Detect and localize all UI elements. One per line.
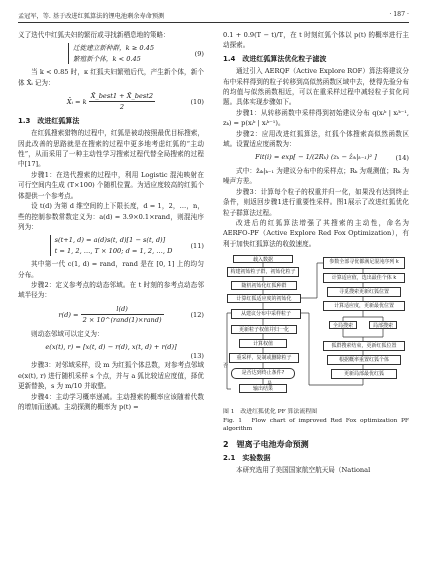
running-header — [18, 10, 409, 23]
eq11-line1: s(t+1, d) = a(d)s(t, d)[1 − s(t, d)] — [54, 236, 166, 245]
eq14-body: Fit(i) = exp[ − 1/(2Rₖ) (zₖ − ẑᵢₖ|ₖ₋₁)² ] — [255, 153, 377, 162]
section-heading: 1.3 改进红狐算法 — [18, 116, 80, 125]
flow-right-search-end: 狐群搜索结束，更新红狐位置 — [323, 341, 405, 351]
eq10-fraction — [89, 91, 155, 113]
flow-step-resample: 重采样，复制或删除粒子 — [229, 353, 299, 363]
flow-step-output: 输出结果 — [239, 384, 287, 393]
eq10-numerator: X̄_best1 + X̄_best2 — [89, 91, 155, 102]
equation-brace — [50, 235, 173, 256]
eq9-line2: 繁殖新个体，k < 0.45 — [72, 54, 141, 63]
flow-right-search-update: 寻觅搜索更新红狐位置 — [327, 287, 401, 297]
paragraph: 式中：ẑᵢₖ|ₖ₋₁ 为建议分布中的采样点；Rₖ 为观测值；Rₖ 为噪声方差。 — [223, 166, 409, 186]
equation-10 — [18, 91, 204, 113]
paragraph: 步骤4：主动学习概率递减。主动搜索的概率应该随着代数的增加而递减。主动探测的概率为 p(t) = — [18, 392, 204, 411]
flow-step-sample-particles: 从建议分布中采样粒子 — [231, 309, 301, 319]
flow-right-reset-fox: 根据概率重置红狐个体 — [327, 355, 401, 365]
flow-label-yes: 是 — [267, 381, 273, 388]
equation-number: (11) — [190, 241, 204, 250]
paragraph: 步骤2：应用改进红狐算法，红狐个体搜索高似然函数区域。设置适应度函数为： — [223, 129, 409, 149]
equation-12 — [18, 304, 204, 326]
equation-number: (14) — [395, 153, 409, 162]
eq9-line1: 迁徙建立新种群，k ≥ 0.45 — [72, 44, 155, 53]
flowchart-figure — [223, 253, 409, 405]
equation-number: (13) — [190, 351, 204, 360]
paragraph: 当 k < 0.85 时，κ 红狐夫妇繁殖后代，产生新个体，新个体 X̄ᵢ 记为： — [18, 68, 204, 87]
equation-9 — [18, 43, 204, 64]
eq13-body: e(x(t), r) = [x(t, d) − r(d), x(t, d) + r(d)] — [45, 342, 177, 351]
left-column — [18, 30, 204, 412]
flow-right-local-search: 局部搜索 — [369, 321, 397, 329]
equation-number: (9) — [194, 49, 204, 58]
flow-step-init-particles: 构建初始粒子群，初始化粒子 — [227, 267, 299, 277]
paragraph: 步骤3：对邻域采样，设 m 为红狐个体总数，对参考点邻域 e(x(t), r) 进行随机采样 s 个点，并与 a 狐比较适应度值，择优更新替换，s 为 m/10 并取整。 — [18, 361, 204, 391]
paragraph: 步骤1：从转移函数中采样得到初始建议分布 q(xᵢᵏ | xᵢᵏ⁻¹, zₖ) = p(xᵢᵏ | xᵢᵏ⁻¹)。 — [223, 108, 409, 128]
flow-step-init-fitness: 计算红狐适应度的初始化 — [227, 294, 301, 303]
paragraph: 则动态邻域可以定义为： — [31, 329, 104, 338]
equation-number: (10) — [190, 97, 204, 106]
equation-11 — [18, 235, 204, 256]
paragraph: 在红狐搜索猎物的过程中，红狐是被动按照最优目标搜索，因此改善的思路就是在搜索的过程中更多地考虑红狐的“主动性”，从而采用了一种主动性学习搜索过程代替全局搜索的过程中[17]。 — [18, 129, 204, 169]
equation-brace — [68, 43, 154, 64]
equation-number: (12) — [190, 310, 204, 319]
flow-right-select-best: 计算适应值，选出最佳个体 k — [323, 273, 405, 283]
equation-14 — [223, 152, 409, 162]
subsection-heading: 2.1 实验数据 — [223, 454, 271, 463]
flow-step-compute-weights: 计算权值 — [239, 339, 287, 348]
equation-13 — [18, 342, 204, 360]
eq12-denominator: 2 × 10^(rand(1)×rand) — [82, 316, 162, 325]
flow-decision-terminate: 是否达到终止条件? — [231, 368, 295, 379]
flow-step-init-foxes: 随机初始化红狐种群 — [231, 281, 297, 290]
eq12-numerator: l(d) — [81, 304, 164, 315]
paragraph: 义了迭代中红狐夫妇的繁衍或寻找新栖息地的策略： — [18, 31, 170, 39]
paragraph: 步骤1：在迭代搜索的过程中，利用 Logistic 混沌映射在可行空间内生成 (T×100) 个随机位置。为适应度较高的红狐个体提供一个参考点。 — [18, 170, 204, 200]
section-heading: 1.4 改进红狐算法优化粒子滤波 — [223, 54, 327, 63]
paragraph: 其中第一代 c(1, d) = rand，rand 是在 [0, 1] 上的均匀分布。 — [18, 260, 204, 279]
paragraph: 0.1 + 0.9(T − t)/T，在 t 时刻红狐个体以 p(t) 的概率进行主动探索。 — [223, 31, 409, 50]
header-left: 孟冠军，等. 基于改进红狐算法的锂电池剩余寿命预测 — [18, 13, 165, 20]
paragraph: 本研究选用了美国国家航空航天局（National — [236, 466, 371, 475]
figure-caption-en: Fig. 1 Flow chart of improved Red Fox optimization PF algorithm — [223, 417, 409, 433]
flow-label-no: 否 — [223, 363, 229, 370]
flow-step-update-weights: 更新粒子权值并归一化 — [231, 325, 297, 334]
paragraph: 设 t(d) 为第 d 维空间的上下限长度，d = 1，2，…，n，些的控制参数常数定义为：a(d) = 3.9×0.1×rand，则混沌序列为： — [18, 202, 204, 231]
flow-right-fitness-update: 计算适应度，更新最优位置 — [323, 301, 405, 311]
flow-step-load-data: 载入数据 — [233, 255, 293, 263]
flow-right-chaos-init: 参数全部寻优都满足混沌序列 k — [323, 257, 405, 269]
paragraph: 步骤2：定义参考点的动态邻域。在 t 时刻的参考点动态邻域半径为： — [18, 280, 204, 300]
eq12-fraction — [81, 304, 164, 326]
eq10-denominator: 2 — [119, 103, 125, 112]
eq12-left: r(d) = — [58, 310, 79, 319]
paragraph: 步骤3：计算每个粒子的权重并归一化，如果没有达到终止条件，则返回步骤1进行重要性采样。图1展示了改进红狐优化粒子群算法过程。 — [223, 187, 409, 217]
right-column — [223, 30, 409, 476]
flow-right-global-search: 全局搜索 — [329, 321, 357, 329]
paragraph: 改进后的红狐算法增强了其搜索的主动性，命名为 AERFO-PF（Active Explore Red Fox Optimization），有利于加快红狐算法的收敛速度。 — [223, 218, 409, 248]
figure-caption-cn: 图 1 改进红狐优化 PF 算法流程图 — [223, 409, 317, 416]
page-number: · 187 · — [389, 11, 409, 18]
section-heading: 2 锂离子电池寿命预测 — [223, 439, 309, 449]
paragraph: 通过引入 AERQF（Active Explore ROF）算法将建议分布中采样得到的粒子转移到高似然函数区域中去，使得先验分布的均值与似然函数相近，可以在重采样过程中减轻粒子贫化问题。具体实现步骤如下。 — [223, 67, 409, 107]
eq10-left: X̄ᵢ = k — [66, 97, 87, 106]
eq11-line2: t = 1, 2, …, T × 100; d = 1, 2, …, D — [54, 246, 173, 255]
flow-right-local-best: 更新局部最优红狐 — [331, 369, 397, 379]
